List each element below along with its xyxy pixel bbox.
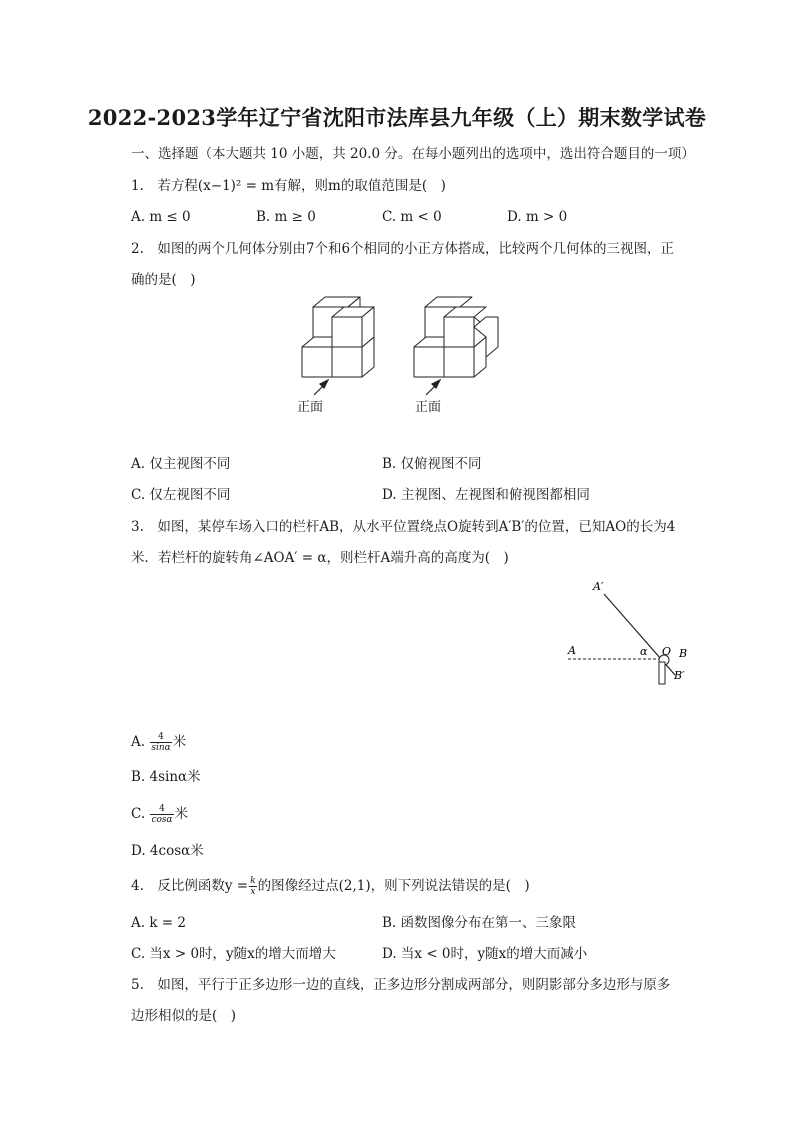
left-solid [302, 297, 374, 377]
label-b-prime: B′ [674, 669, 685, 682]
q1-option-d: D. m > 0 [507, 209, 568, 225]
fraction-numerator: k [250, 876, 256, 886]
label-a: A [568, 644, 576, 657]
q3-stem-line1: 3. 如图，某停车场入口的栏杆AB，从水平位置绕点O旋转到A′B′的位置，已知AO的长为4 [131, 519, 676, 535]
q2-option-b: B. 仅俯视图不同 [382, 456, 482, 472]
q3-option-a-prefix: A. [131, 734, 146, 750]
q4-stem [131, 876, 530, 897]
label-b: B [679, 647, 688, 660]
q2-stem-line1: 2. 如图的两个几何体分别由7个和6个相同的小正方体搭成，比较两个几何体的三视图，正 [131, 241, 675, 257]
fraction-denominator: cosα [151, 815, 173, 825]
q4-option-c: C. 当x > 0时，y随x的增大而增大 [131, 946, 336, 962]
q3-option-a [131, 732, 186, 753]
q3-option-c [131, 804, 188, 825]
q2-option-d: D. 主视图、左视图和俯视图都相同 [382, 487, 590, 503]
q3-option-d: D. 4cosα米 [131, 843, 204, 859]
q3-stem-line2: 米．若栏杆的旋转角∠AOA′ = α，则栏杆A端升高的高度为( ) [131, 550, 509, 566]
page-title: 2022-2023学年辽宁省沈阳市法库县九年级（上）期末数学试卷 [87, 105, 707, 130]
q4-option-b: B. 函数图像分布在第一、三象限 [382, 915, 577, 931]
q4-stem-suffix: 的图像经过点(2,1)，则下列说法错误的是( ) [257, 878, 530, 894]
section-header: 一、选择题（本大题共 10 小题，共 20.0 分。在每小题列出的选项中，选出符合题目的一项） [131, 146, 695, 162]
q2-front-label-left: 正面 [297, 400, 324, 415]
q3-option-a-fraction [150, 732, 171, 753]
right-solid [414, 297, 498, 377]
q2-stem-line2: 确的是( ) [131, 272, 196, 288]
q1-stem: 1. 若方程(x−1)² = m有解，则m的取值范围是( ) [131, 178, 446, 194]
q1-option-a: A. m ≤ 0 [131, 209, 191, 225]
q3-option-c-prefix: C. [131, 806, 146, 822]
q3-option-c-fraction [150, 804, 173, 825]
fraction-numerator: 4 [150, 732, 171, 743]
label-a-prime: A′ [593, 580, 604, 593]
post [659, 662, 665, 684]
fraction-denominator: x [250, 887, 256, 897]
q2-option-c: C. 仅左视图不同 [131, 487, 231, 503]
q4-option-d: D. 当x < 0时，y随x的增大而减小 [382, 946, 588, 962]
q4-fraction [249, 876, 256, 897]
q1-option-b: B. m ≥ 0 [256, 209, 316, 225]
label-o: O [662, 645, 672, 658]
q3-option-c-suffix: 米 [174, 806, 189, 822]
q2-option-a: A. 仅主视图不同 [131, 456, 231, 472]
q4-stem-prefix: 4. 反比例函数y = [131, 878, 249, 894]
q3-barrier-figure [560, 572, 700, 692]
q3-option-a-suffix: 米 [172, 734, 187, 750]
q2-front-label-right: 正面 [415, 400, 442, 415]
q3-option-b: B. 4sinα米 [131, 769, 201, 785]
q5-stem-line1: 5. 如图，平行于正多边形一边的直线，正多边形分割成两部分，则阴影部分多边形与原多 [131, 977, 671, 993]
q5-stem-line2: 边形相似的是( ) [131, 1008, 237, 1024]
label-alpha: α [640, 645, 648, 658]
fraction-denominator: sinα [151, 743, 171, 753]
q4-option-a: A. k = 2 [131, 915, 186, 931]
q1-option-c: C. m < 0 [382, 209, 442, 225]
fraction-numerator: 4 [150, 804, 173, 815]
